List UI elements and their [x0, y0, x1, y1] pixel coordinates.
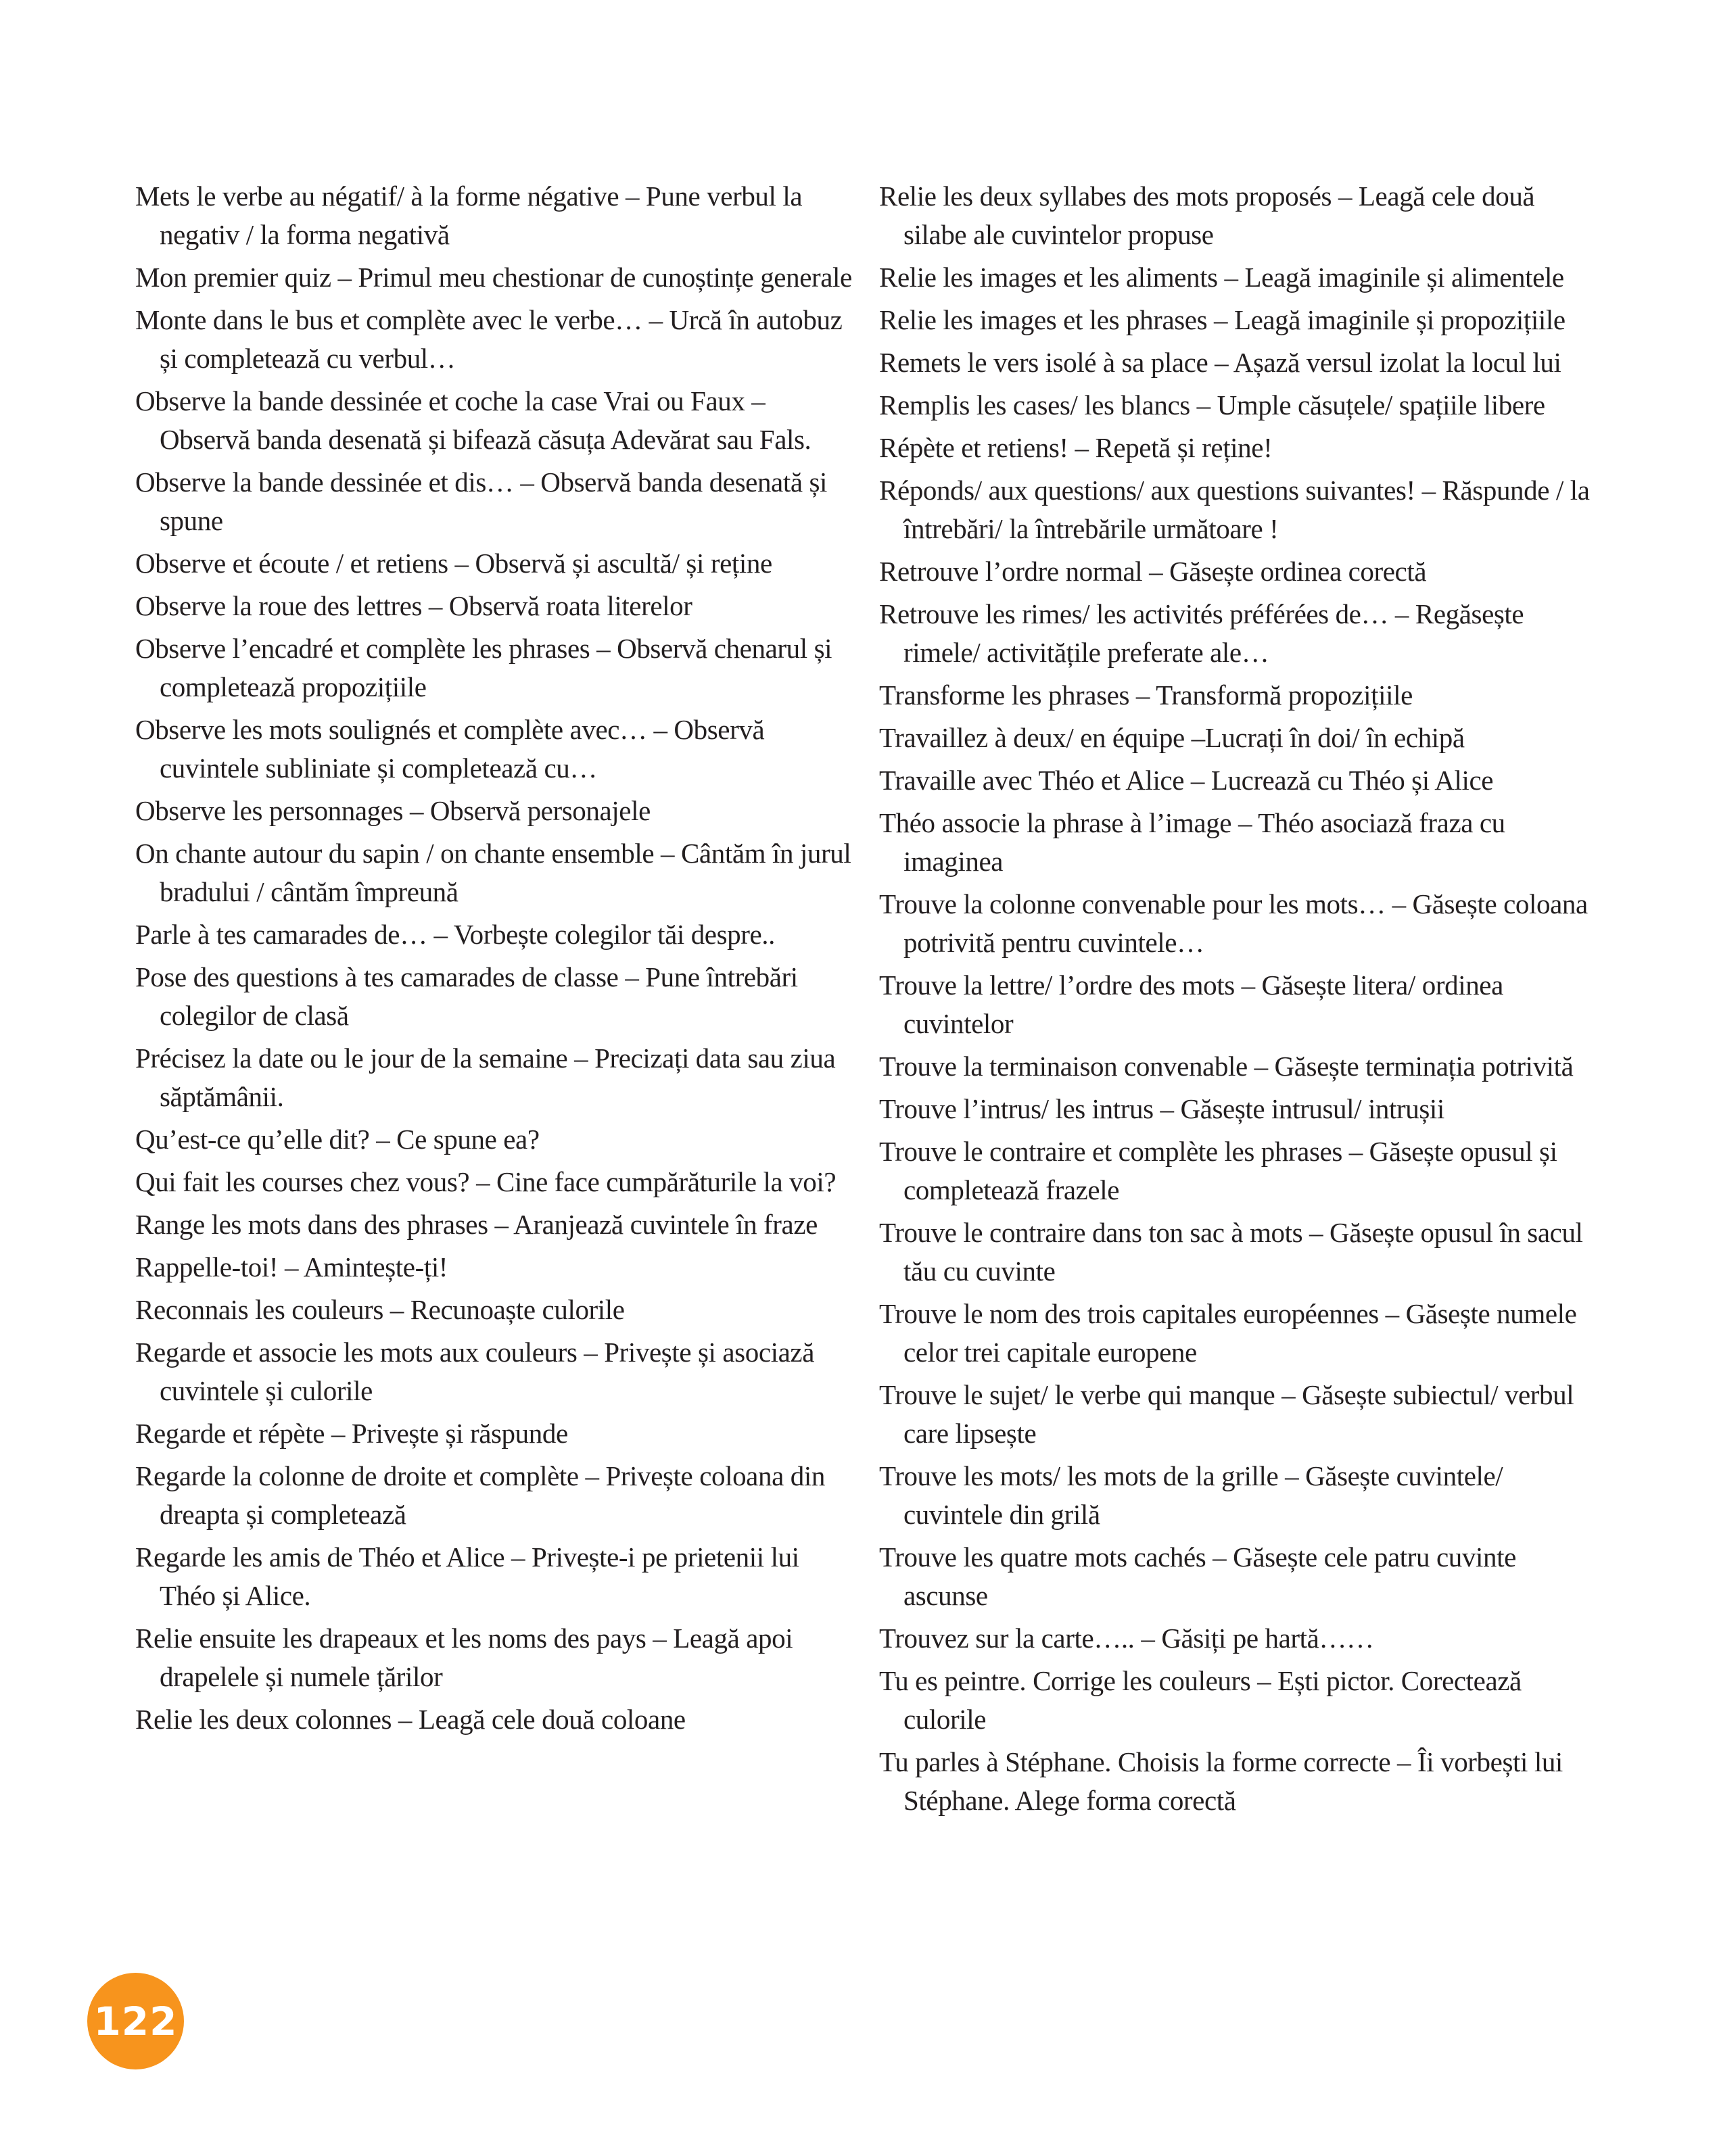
glossary-entry: Observe la bande dessinée et dis… – Observă banda desenată și spune [135, 466, 828, 536]
glossary-entry: Travaillez à deux/ en équipe –Lucrați în doi/ în echipă [879, 722, 1465, 753]
glossary-entry: Rappelle-toi! – Amintește-ți! [135, 1251, 448, 1283]
glossary-entry: Mon premier quiz – Primul meu chestionar de cunoștințe generale [135, 262, 852, 293]
glossary-entry: Réponds/ aux questions/ aux questions suivantes! – Răspunde / la întrebări/ la întrebările următoare ! [879, 475, 1590, 544]
glossary-entry: Précisez la date ou le jour de la semaine – Precizați data sau ziua săptămânii. [135, 1043, 836, 1112]
page-number-badge: 122 [87, 1973, 184, 2069]
glossary-entry: Trouve le contraire et complète les phrases – Găsește opusul și completează frazele [879, 1136, 1557, 1205]
glossary-entry: Relie les images et les phrases – Leagă imaginile și propozițiile [879, 304, 1566, 335]
glossary-entry: Trouvez sur la carte….. – Găsiți pe hartă…… [879, 1623, 1374, 1654]
glossary-entry: Transforme les phrases – Transformă propozițiile [879, 679, 1413, 711]
glossary-entry: Tu es peintre. Corrige les couleurs – Ești pictor. Corectează culorile [879, 1665, 1522, 1735]
glossary-entry: Reconnais les couleurs – Recunoaște culorile [135, 1294, 625, 1325]
glossary-entry: Théo associe la phrase à l’image – Théo asociază fraza cu imaginea [879, 807, 1505, 877]
glossary-entry: Qui fait les courses chez vous? – Cine face cumpărăturile la voi? [135, 1166, 837, 1197]
glossary-entry: Range les mots dans des phrases – Aranjează cuvintele în fraze [135, 1209, 818, 1240]
glossary-entry: Parle à tes camarades de… – Vorbește colegilor tăi despre.. [135, 919, 776, 950]
glossary-left-column [135, 177, 852, 1743]
glossary-entry: Trouve le nom des trois capitales européennes – Găsește numele celor trei capitale europene [879, 1298, 1577, 1368]
glossary-entry: Regarde et associe les mots aux couleurs – Privește și asociază cuvintele și culorile [135, 1337, 815, 1406]
glossary-entry: Pose des questions à tes camarades de classe – Pune întrebări colegilor de clasă [135, 961, 798, 1031]
glossary-entry: Répète et retiens! – Repetă și reține! [879, 432, 1273, 463]
glossary-entry: Retrouve les rimes/ les activités préférées de… – Regăsește rimele/ activitățile preferate ale… [879, 598, 1524, 668]
glossary-entry: Relie ensuite les drapeaux et les noms des pays – Leagă apoi drapelele și numele țărilor [135, 1623, 793, 1692]
glossary-entry: Trouve le contraire dans ton sac à mots – Găsește opusul în sacul tău cu cuvinte [879, 1217, 1583, 1287]
glossary-entry: Trouve les quatre mots cachés – Găsește cele patru cuvinte ascunse [879, 1541, 1516, 1611]
glossary-entry: Relie les deux syllabes des mots proposés – Leagă cele două silabe ale cuvintelor propuse [879, 181, 1535, 250]
glossary-entry: Remets le vers isolé à sa place – Așază versul izolat la locul lui [879, 347, 1561, 378]
glossary-entry: Trouve la terminaison convenable – Găsește terminația potrivită [879, 1051, 1574, 1082]
glossary-entry: Tu parles à Stéphane. Choisis la forme correcte – Îi vorbești lui Stéphane. Alege forma corectă [879, 1746, 1563, 1816]
glossary-entry: Travaille avec Théo et Alice – Lucrează cu Théo și Alice [879, 765, 1494, 796]
glossary-entry: Mets le verbe au négatif/ à la forme négative – Pune verbul la negativ / la forma negativă [135, 181, 803, 250]
glossary-entry: Qu’est-ce qu’elle dit? – Ce spune ea? [135, 1124, 540, 1155]
glossary-entry: Relie les images et les aliments – Leagă imaginile și alimentele [879, 262, 1564, 293]
glossary-entry: Observe et écoute / et retiens – Observă și ascultă/ și reține [135, 548, 772, 579]
glossary-entry: Monte dans le bus et complète avec le verbe… – Urcă în autobuz și completează cu verbul… [135, 304, 843, 374]
glossary-entry: Regarde les amis de Théo et Alice – Privește-i pe prietenii lui Théo și Alice. [135, 1541, 799, 1611]
glossary-entry: Trouve l’intrus/ les intrus – Găsește intrusul/ intrușii [879, 1093, 1444, 1124]
glossary-entry: Relie les deux colonnes – Leagă cele două coloane [135, 1704, 686, 1735]
glossary-entry: Observe l’encadré et complète les phrases – Observă chenarul și completează propozițiile [135, 633, 832, 702]
glossary-entry: Observe la roue des lettres – Observă roata literelor [135, 590, 692, 621]
glossary-entry: Trouve les mots/ les mots de la grille – Găsește cuvintele/ cuvintele din grilă [879, 1460, 1503, 1530]
glossary-entry: Retrouve l’ordre normal – Găsește ordinea corectă [879, 556, 1427, 587]
glossary-entry: Trouve le sujet/ le verbe qui manque – Găsește subiectul/ verbul care lipsește [879, 1379, 1574, 1449]
glossary-right-column [879, 177, 1599, 1824]
glossary-entry: Trouve la lettre/ l’ordre des mots – Găsește litera/ ordinea cuvintelor [879, 969, 1503, 1039]
glossary-entry: Observe les personnages – Observă personajele [135, 795, 651, 826]
glossary-entry: Remplis les cases/ les blancs – Umple căsuțele/ spațiile libere [879, 389, 1545, 421]
glossary-entry: Regarde la colonne de droite et complète – Privește coloana din dreapta și completează [135, 1460, 825, 1530]
glossary-entry: Observe les mots soulignés et complète avec… – Observă cuvintele subliniate și completează cu… [135, 714, 765, 784]
glossary-entry: Regarde et répète – Privește și răspunde [135, 1418, 568, 1449]
glossary-entry: Observe la bande dessinée et coche la case Vrai ou Faux – Observă banda desenată și bifează căsuța Adevărat sau Fals. [135, 385, 812, 455]
glossary-entry: On chante autour du sapin / on chante ensemble – Cântăm în jurul bradului / cântăm împreună [135, 838, 851, 907]
glossary-entry: Trouve la colonne convenable pour les mots… – Găsește coloana potrivită pentru cuvintele… [879, 888, 1588, 958]
